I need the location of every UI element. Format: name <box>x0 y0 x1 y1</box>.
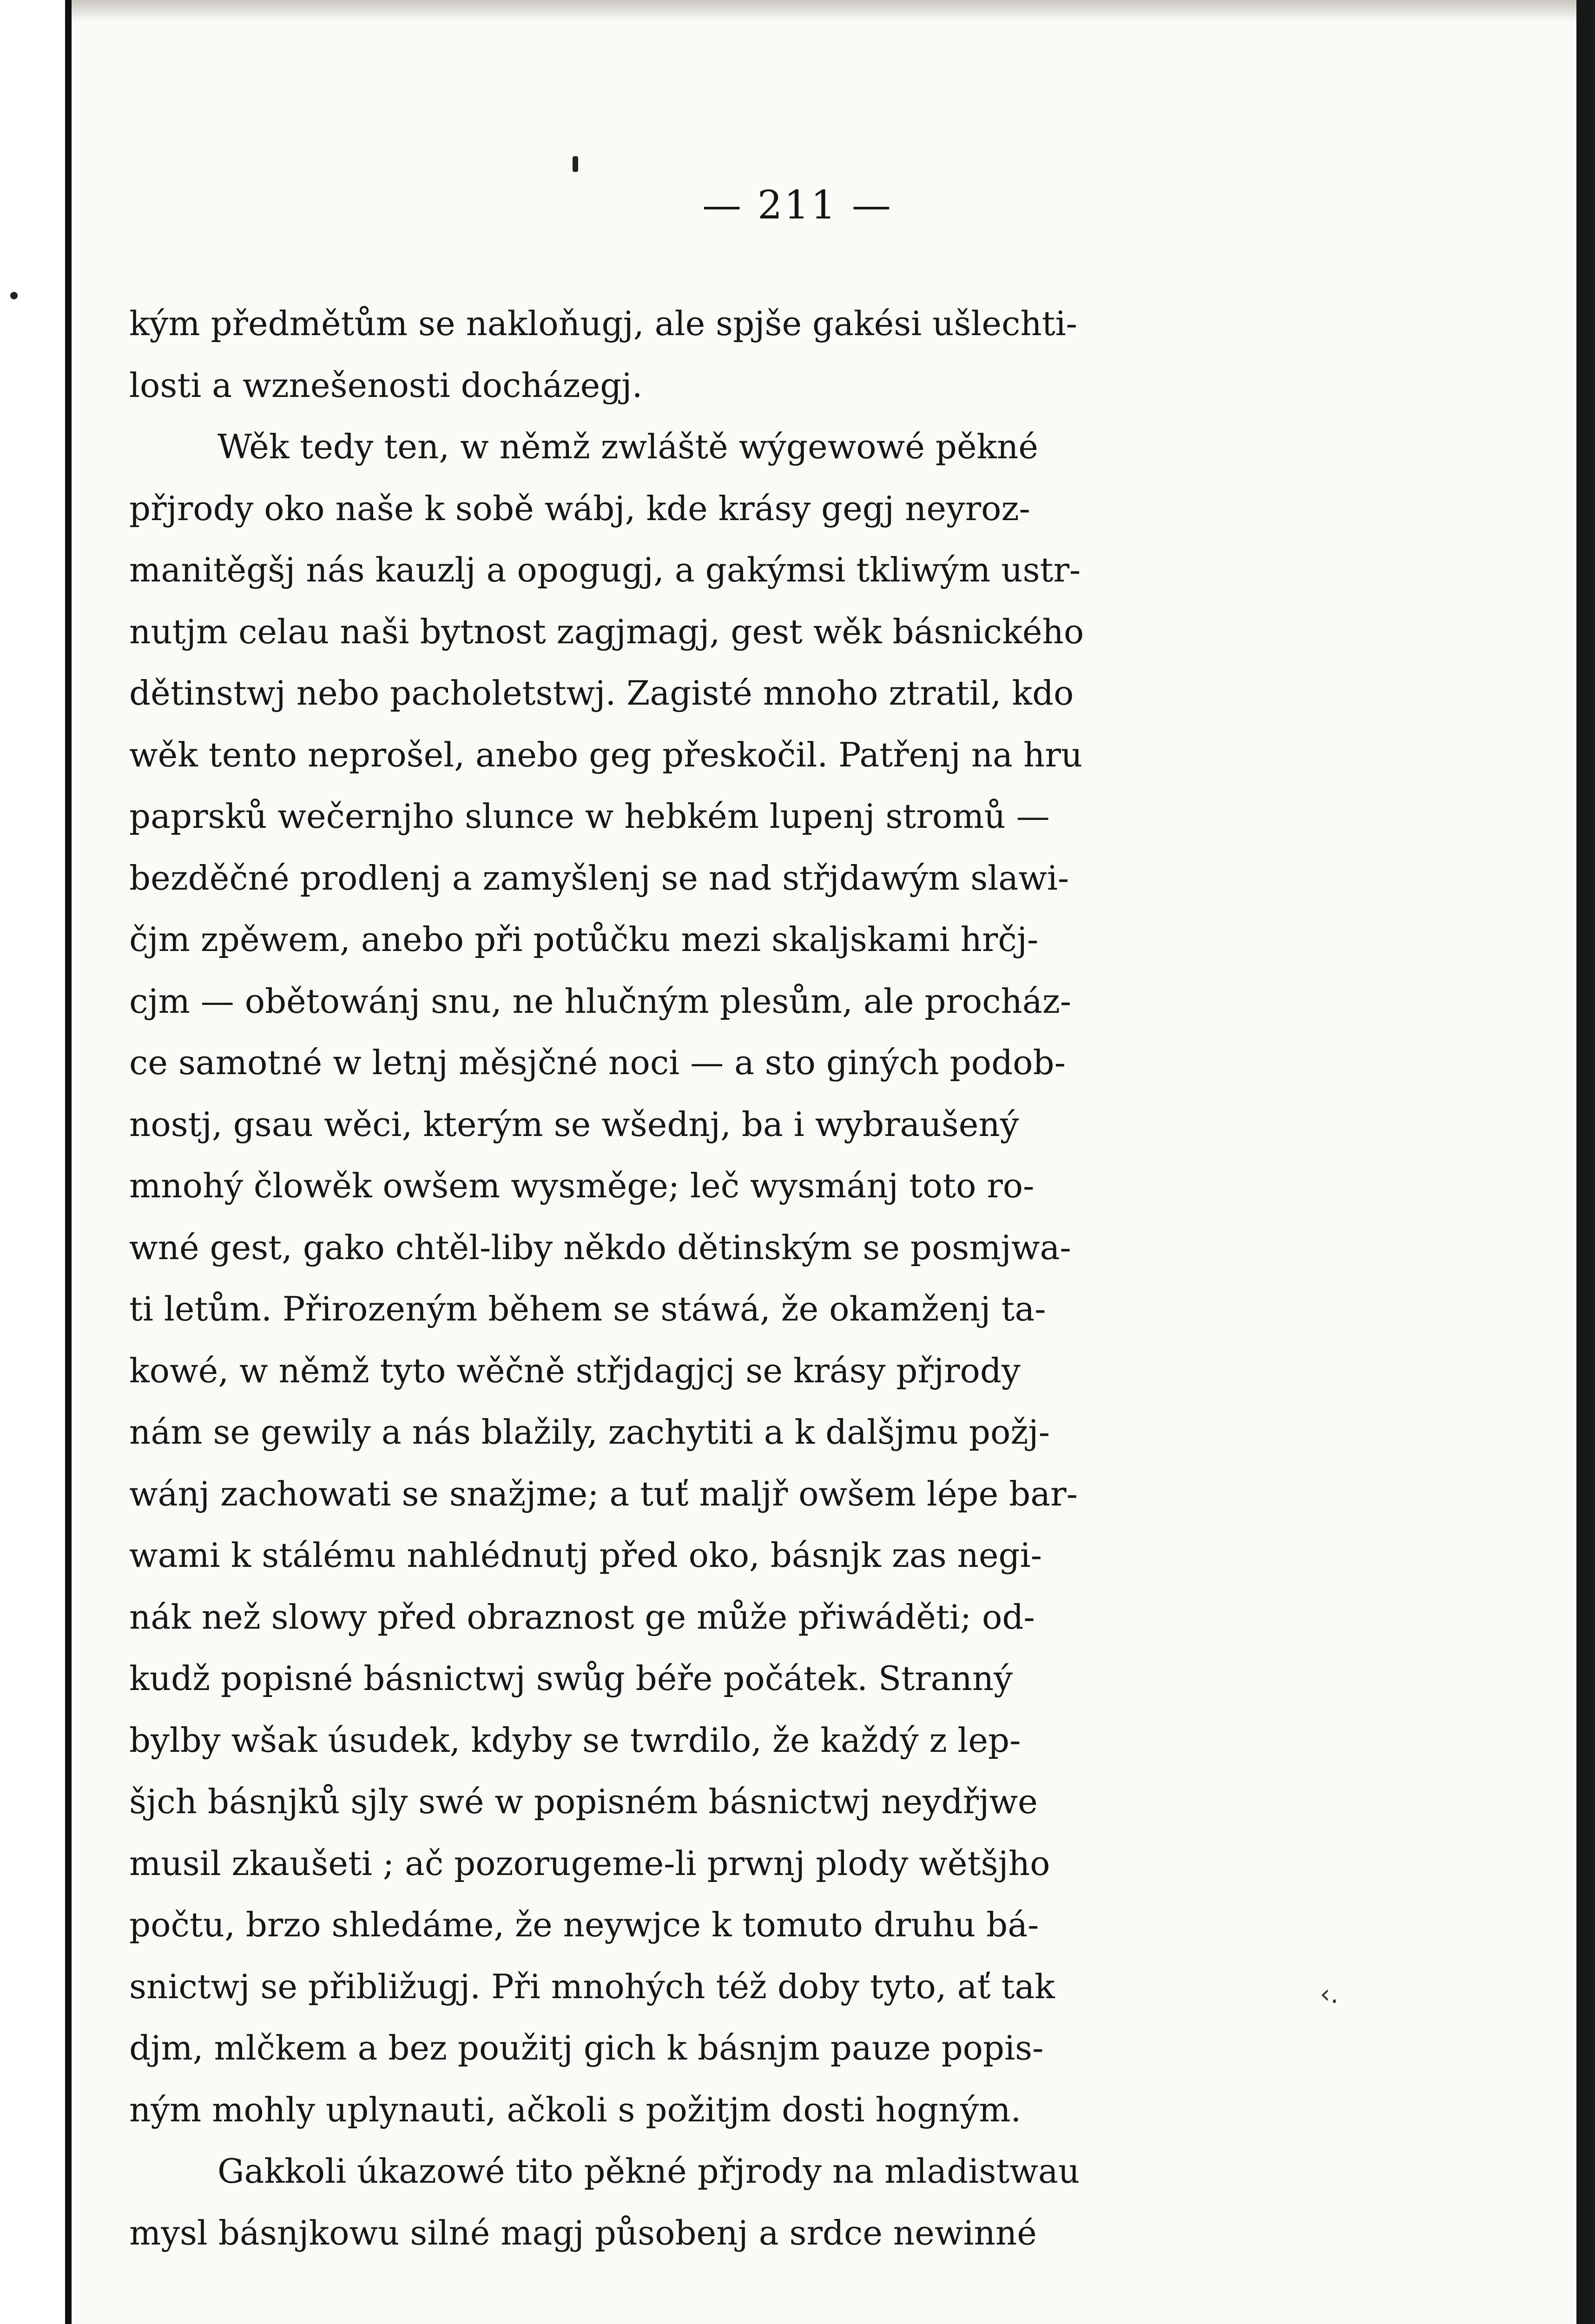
text-line: ti letům. Přirozeným během se stáwá, že okamženj ta- <box>129 1289 1046 1328</box>
text-line: nutjm celau naši bytnost zagjmagj, gest wěk básnického <box>129 612 1084 651</box>
text-line: dětinstwj nebo pacholetstwj. Zagisté mnoho ztratil, kdo <box>129 673 1074 713</box>
text-line: mysl básnjkowu silné magj působenj a srdce newinné <box>129 2213 1037 2252</box>
page-gutter <box>0 0 72 2324</box>
text-line: djm, mlčkem a bez použitj gich k básnjm pauze popis- <box>129 2028 1044 2067</box>
text-line: počtu, brzo shledáme, že neywjce k tomuto druhu bá- <box>129 1905 1039 1944</box>
text-line: kowé, w němž tyto wěčně střjdagjcj se krásy přjrody <box>129 1351 1021 1390</box>
text-line: bylby wšak úsudek, kdyby se twrdilo, že každý z lep- <box>129 1720 1021 1760</box>
margin-mark-icon: ‹. <box>1320 1979 1339 2009</box>
text-line: losti a wznešenosti docházegj. <box>129 365 643 405</box>
text-line: musil zkaušeti ; ač pozorugeme-li prwnj plody wětšjho <box>129 1843 1050 1883</box>
text-line: wěk tento neprošel, anebo geg přeskočil. Patřenj na hru <box>129 735 1083 774</box>
text-line: ce samotné w letnj měsjčné noci — a sto giných podob- <box>129 1043 1066 1082</box>
text-line: nám se gewily a nás blažily, zachytiti a k dalšjmu požj- <box>129 1413 1050 1452</box>
text-line: šjch básnjků sjly swé w popisném básnictwj neydřjwe <box>129 1782 1038 1821</box>
page-edge-shadow <box>1576 0 1595 2324</box>
text-line: mnohý člowěk owšem wysměge; leč wysmánj toto ro- <box>129 1166 1035 1205</box>
ink-speck <box>10 292 18 299</box>
text-line: bezděčné prodlenj a zamyšlenj se nad střjdawým slawi- <box>129 858 1069 898</box>
ink-speck <box>573 156 578 172</box>
body-text <box>129 293 1291 2264</box>
text-line: přjrody oko naše k sobě wábj, kde krásy gegj neyroz- <box>129 489 1030 528</box>
text-line: Wěk tedy ten, w němž zwláště wýgewowé pěkné <box>218 427 1039 466</box>
text-line: kým předmětům se nakloňugj, ale spjše gakési ušlechti- <box>129 304 1078 343</box>
text-line: snictwj se přibližugj. Při mnohých též doby tyto, ať tak <box>129 1967 1055 2006</box>
text-line: wánj zachowati se snažjme; a tuť maljř owšem lépe bar- <box>129 1474 1078 1513</box>
text-line: čjm zpěwem, anebo při potůčku mezi skaljskami hrčj- <box>129 920 1039 959</box>
text-line: wami k stálému nahlédnutj před oko, básnjk zas negi- <box>129 1536 1042 1575</box>
page-top-shadow <box>72 0 1576 21</box>
page-number: — 211 — <box>702 182 893 228</box>
text-line: kudž popisné básnictwj swůg béře počátek. Stranný <box>129 1659 1013 1698</box>
text-line: paprsků wečernjho slunce w hebkém lupenj stromů — <box>129 797 1050 836</box>
text-line: ným mohly uplynauti, ačkoli s požitjm dosti hogným. <box>129 2090 1022 2129</box>
text-line: cjm — obětowánj snu, ne hlučným plesům, ale procház- <box>129 981 1072 1021</box>
text-line: nostj, gsau wěci, kterým se wšednj, ba i wybraušený <box>129 1104 1019 1144</box>
text-line: nák než slowy před obraznost ge může přiwáděti; od- <box>129 1597 1035 1637</box>
text-line: Gakkoli úkazowé tito pěkné přjrody na mladistwau <box>218 2152 1080 2191</box>
text-line: wné gest, gako chtěl-liby někdo dětinským se posmjwa- <box>129 1228 1071 1267</box>
text-line: manitěgšj nás kauzlj a opogugj, a gakýmsi tkliwým ustr- <box>129 550 1081 589</box>
